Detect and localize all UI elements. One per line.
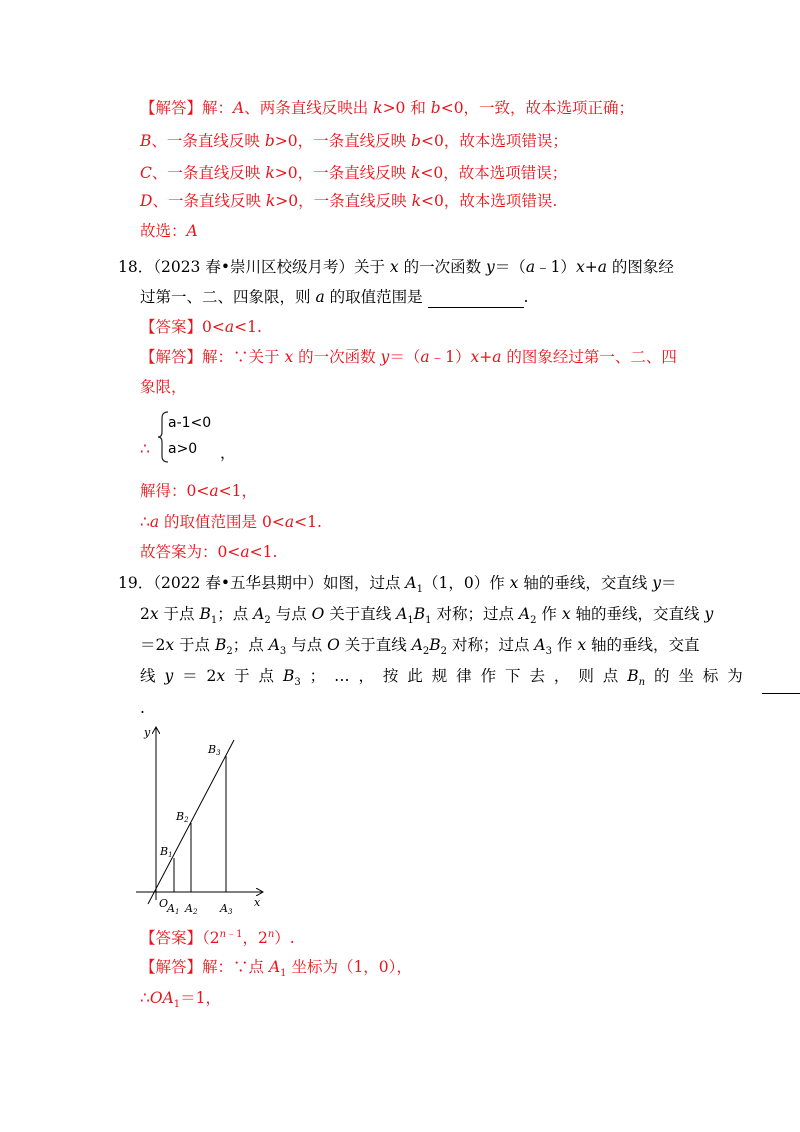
q18-solution-line-2: 象限， [140, 378, 187, 396]
label-b3: B3 [208, 743, 221, 757]
q19-answer: 【答案】（$2^{n﹣1}$，2$^n$）. [140, 929, 295, 948]
inequality-2: a>0 [168, 441, 198, 457]
q19-stem-line-4: 线 y ＝ 2x 于 点 $B_3$ ； … ， 按 此 规 律 作 下 去 ， 则 点 $B_n$ 的 坐 标 为 [140, 665, 800, 694]
label-a2: A2 [185, 902, 198, 916]
q19-solution-line-1: 【解答】解：∵点 $A_1$ 坐标为（1，0）， [140, 958, 412, 980]
q17-choice: 故选：A [140, 222, 198, 240]
q19-answer-blank [762, 677, 800, 694]
q17-solution-line-1: 【解答】解：A、两条直线反映出 k>0 和 b<0，一致，故本选项正确； [140, 99, 635, 117]
q17-solution-line-4: D、一条直线反映 k>0，一条直线反映 k<0，故本选项错误. [140, 192, 558, 210]
q18-solution-line-4: ∴a 的取值范围是 0<a<1. [140, 513, 322, 531]
q19-solution-line-2: $\therefore OA_1=1$， [140, 989, 222, 1011]
label-b1: B1 [160, 845, 173, 859]
label-a1: A1 [167, 902, 180, 916]
label-b2: B2 [176, 810, 189, 824]
system-comma: ， [220, 444, 236, 462]
y-axis-label: y [144, 726, 151, 739]
q19-stem-line-2: 2x 于点 $B_1$；点 $A_2$ 与点 O 关于直线 $A_1B_1$ 对称；过点 $A_2$ 作 x 轴的垂线，交直线 y [140, 605, 714, 627]
q19-stem-line-1: 19．（2022 春•五华县期中）如图，过点 $A_1(1$，0）作 x 轴的垂线，交直线 y＝ [118, 574, 677, 596]
q18-stem-line-1: 18．（2023 春•崇川区校级月考）关于 x 的一次函数 y＝（a﹣1）x+a 的图象经 [118, 258, 674, 276]
q19-stem-line-3: ＝2x 于点 $B_2$；点 $A_3$ 与点 O 关于直线 $A_2B_2$ 对称；过点 $A_3$ 作 x 轴的垂线，交直 [140, 636, 700, 658]
q19-stem-line-5: . [140, 699, 145, 717]
q18-answer: 【答案】0<a<1. [140, 318, 262, 336]
x-axis-label: x [254, 896, 261, 909]
q17-solution-line-3: C、一条直线反映 k>0，一条直线反映 k<0，故本选项错误； [140, 164, 568, 182]
q18-solution-line-1: 【解答】解：∵关于 x 的一次函数 y＝（a﹣1）x+a 的图象经过第一、二、四 [140, 348, 677, 366]
origin-label: O [159, 897, 169, 910]
q18-answer-blank [428, 291, 524, 308]
q18-stem-line-2: 过第一、二、四象限，则 a 的取值范围是 . [140, 288, 529, 306]
q18-inequality-system [140, 408, 240, 464]
q19-figure [132, 722, 272, 918]
label-a3: A3 [220, 902, 233, 916]
q18-solution-line-3: 解得：0<a<1， [140, 482, 257, 500]
q18-solution-line-5: 故答案为：0<a<1. [140, 543, 278, 561]
q17-solution-line-2: B、一条直线反映 b>0，一条直线反映 b<0，故本选项错误； [140, 132, 568, 150]
therefore-symbol: ∴ [140, 440, 150, 458]
inequality-1: a-1<0 [168, 415, 212, 431]
